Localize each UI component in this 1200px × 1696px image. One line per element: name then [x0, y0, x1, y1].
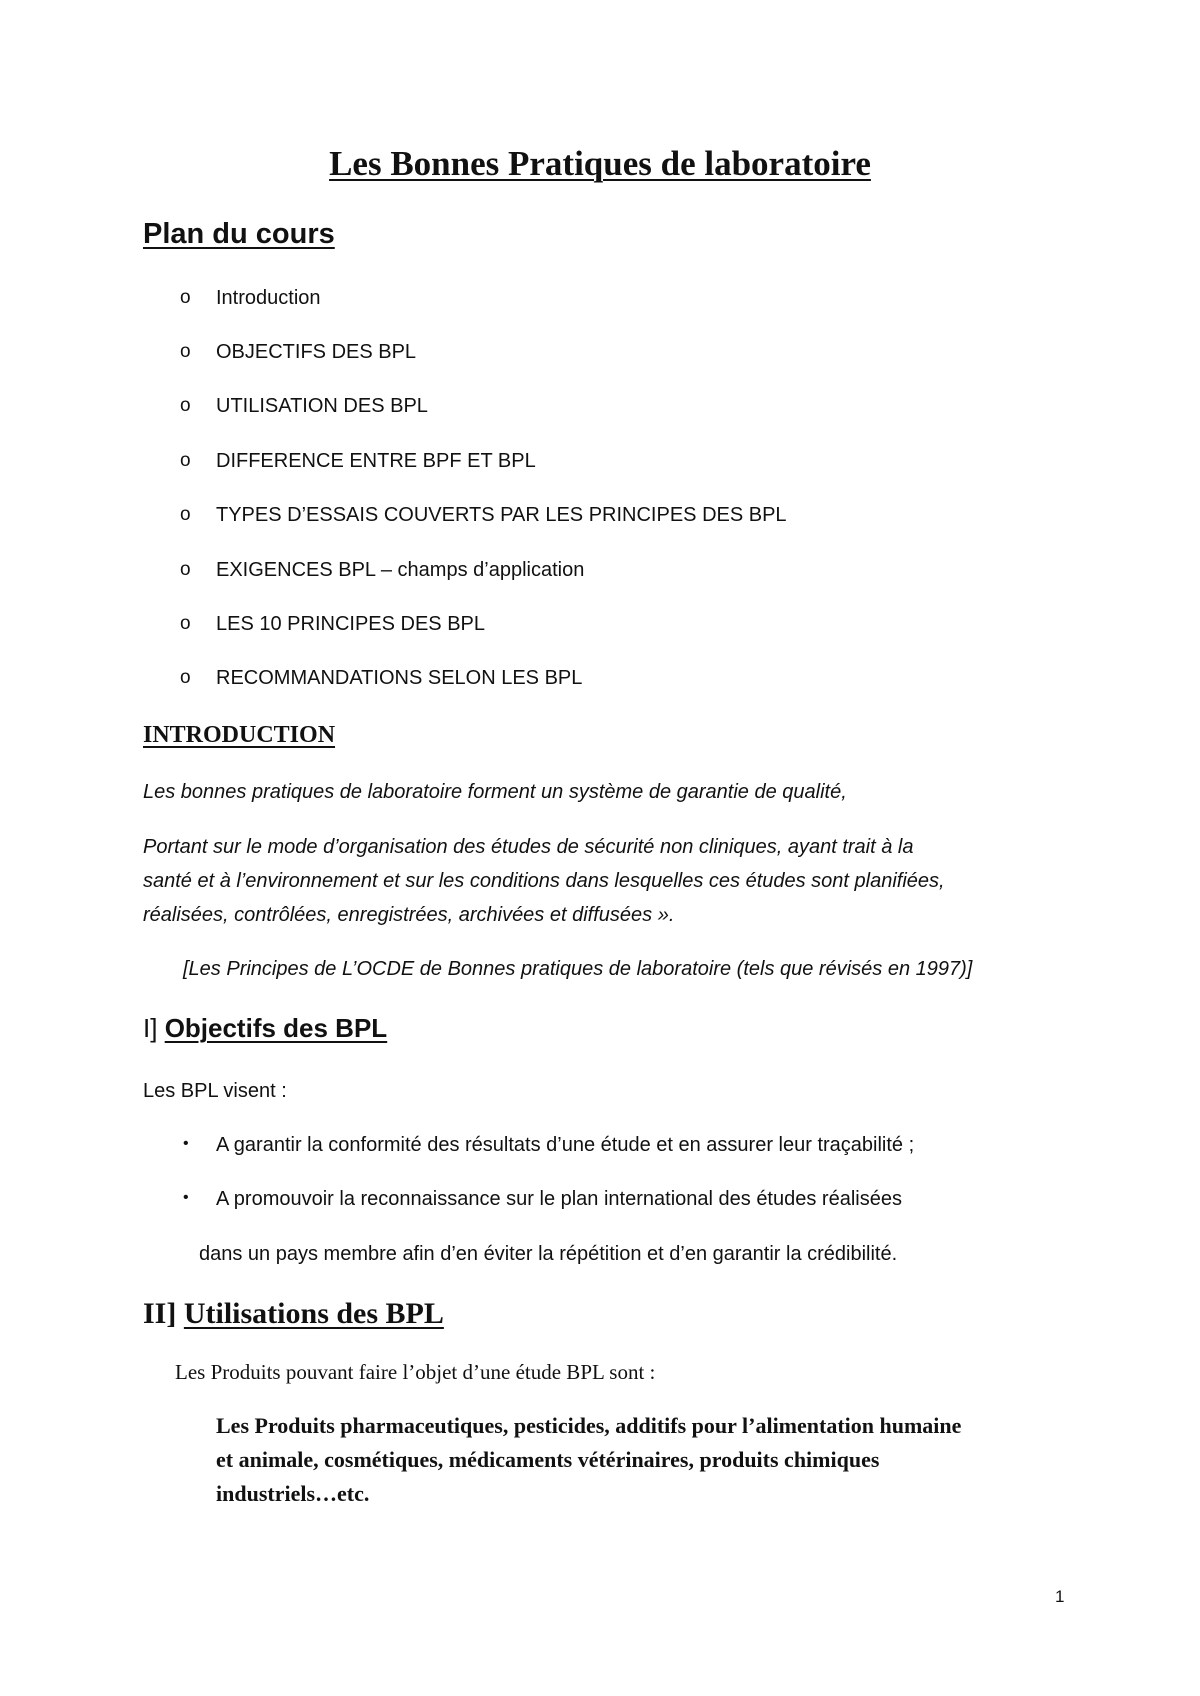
list-item	[0, 1134, 1200, 1164]
list-bullet: o	[180, 559, 191, 580]
list-item-label: RECOMMANDATIONS SELON LES BPL	[216, 667, 583, 689]
introduction-paragraph-line: Portant sur le mode d’organisation des études de sécurité non cliniques, ayant trait à la	[143, 836, 914, 858]
introduction-paragraph-line: santé et à l’environnement et sur les conditions dans lesquelles ces études sont planifiées,	[143, 870, 945, 892]
section-title: Objectifs des BPL	[164, 1013, 388, 1043]
introduction-paragraph-line: réalisées, contrôlées, enregistrées, archivées et diffusées ».	[143, 904, 675, 926]
list-bullet: o	[180, 667, 191, 688]
list-continuation: dans un pays membre afin d’en éviter la répétition et d’en garantir la crédibilité.	[199, 1243, 898, 1265]
section-number: I]	[143, 1013, 158, 1043]
introduction-heading: INTRODUCTION	[143, 722, 336, 748]
list-item-label: A garantir la conformité des résultats d’une étude et en assurer leur traçabilité ;	[216, 1134, 915, 1156]
section-number: II]	[143, 1297, 177, 1330]
list-bullet: o	[180, 287, 191, 308]
bullet-dot: •	[183, 1189, 189, 1206]
list-item-label: TYPES D’ESSAIS COUVERTS PAR LES PRINCIPES DES BPL	[216, 504, 787, 526]
products-line: et animale, cosmétiques, médicaments vétérinaires, produits chimiques	[216, 1447, 880, 1472]
section-1-heading	[143, 1013, 387, 1044]
products-line: Les Produits pharmaceutiques, pesticides, additifs pour l’alimentation humaine	[216, 1413, 962, 1438]
section-title: Utilisations des BPL	[183, 1297, 444, 1330]
page-title: Les Bonnes Pratiques de laboratoire	[329, 144, 871, 183]
list-item	[0, 1188, 1200, 1218]
products-line: industriels…etc.	[216, 1481, 370, 1506]
citation: [Les Principes de L’OCDE de Bonnes pratiques de laboratoire (tels que révisés en 1997)]	[183, 958, 973, 980]
list-bullet: o	[180, 613, 191, 634]
list-item-label: OBJECTIFS DES BPL	[216, 341, 417, 363]
bullet-dot: •	[183, 1135, 189, 1152]
list-bullet: o	[180, 395, 191, 416]
section-2-heading	[143, 1297, 444, 1331]
plan-heading: Plan du cours	[143, 218, 335, 250]
page-number: 1	[1055, 1587, 1065, 1606]
list-item-label: Introduction	[216, 287, 321, 309]
list-item-label: LES 10 PRINCIPES DES BPL	[216, 613, 486, 635]
list-item-label: A promouvoir la reconnaissance sur le plan international des études réalisées	[216, 1188, 902, 1210]
introduction-line: Les bonnes pratiques de laboratoire forment un système de garantie de qualité,	[143, 781, 847, 803]
list-bullet: o	[180, 341, 191, 362]
list-bullet: o	[180, 504, 191, 525]
list-item-label: DIFFERENCE ENTRE BPF ET BPL	[216, 450, 536, 472]
list-item-label: UTILISATION DES BPL	[216, 395, 428, 417]
list-item-label: EXIGENCES BPL – champs d’application	[216, 559, 585, 581]
section-1-intro: Les BPL visent :	[143, 1080, 287, 1102]
section-2-intro: Les Produits pouvant faire l’objet d’une étude BPL sont :	[175, 1360, 656, 1384]
list-bullet: o	[180, 450, 191, 471]
